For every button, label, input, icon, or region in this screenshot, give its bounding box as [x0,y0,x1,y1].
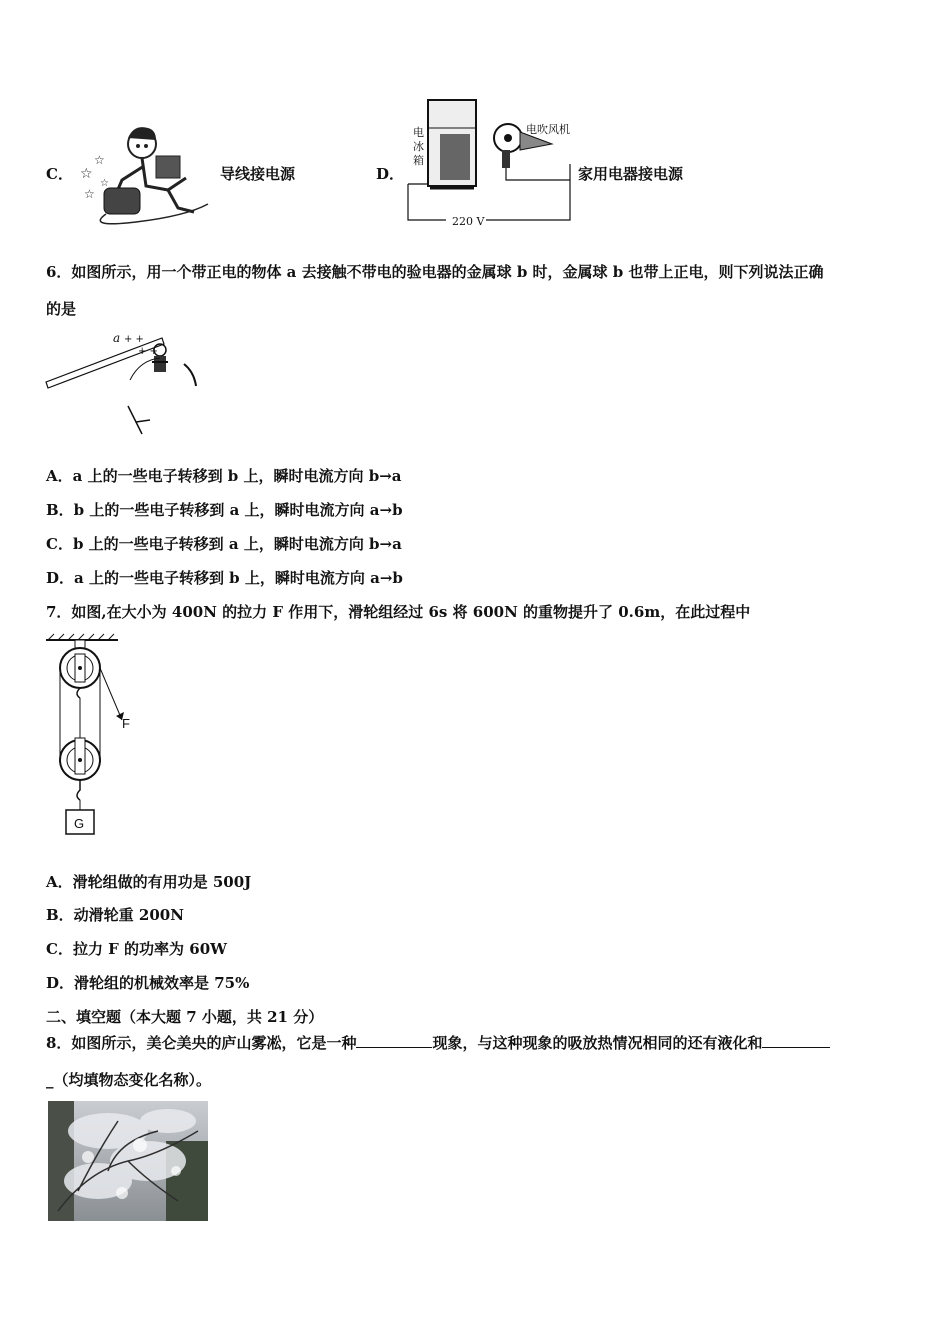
q6-option-b: B．b 上的一些电子转移到 a 上，瞬时电流方向 a→b [46,501,403,519]
q8-blank-2[interactable] [762,1033,830,1048]
svg-text:☆: ☆ [80,166,93,182]
pulley-weight-label: G [74,816,85,831]
q6-option-c: C．b 上的一些电子转移到 a 上，瞬时电流方向 b→a [46,535,402,553]
q8-blank-2-continuation: _ [46,1071,54,1089]
q8-blank-1[interactable] [356,1033,432,1048]
q5-option-d-letter: D． [376,165,405,183]
rod-plus-charges: + + [124,334,144,345]
q8-stem-part1: 8．如图所示，美仑美央的庐山雾凇，它是一种 [46,1034,357,1052]
rod-plus-charges-2: + + [138,346,158,357]
q5-option-c-letter: C． [46,165,73,183]
q8-line2 [46,1070,211,1090]
svg-text:☆: ☆ [84,187,95,201]
lushan-rime-photo [48,1101,208,1221]
q7-stem: 7．如图,在大小为 400N 的拉力 F 作用下，滑轮组经过 6s 将 600N 的重物提升了 0.6m，在此过程中 [46,603,751,621]
q6-stem-line2: 的是 [46,300,77,318]
pulley-system-figure [44,632,144,840]
rod-label-a: a [113,331,121,345]
q8-stem-part3: （均填物态变化名称）。 [53,1071,212,1089]
fridge-label-3: 箱 [413,154,424,167]
q8-line1 [46,1033,830,1053]
voltage-label: 220 V [452,215,485,228]
q6-stem-line1: 6．如图所示，用一个带正电的物体 a 去接触不带电的验电器的金属球 b 时，金属球 b 也带上正电，则下列说法正确 [46,263,824,281]
svg-text:☆: ☆ [100,178,109,189]
q7-option-b: B．动滑轮重 200N [46,906,184,924]
boy-touching-wires-figure [76,116,214,228]
q7-option-a: A．滑轮组做的有用功是 500J [46,873,252,891]
section2-heading: 二、填空题（本大题 7 小题，共 21 分） [46,1008,324,1026]
svg-text:☆: ☆ [94,153,105,167]
fridge-label-1: 电 [413,126,424,139]
q5-option-c-caption: 导线接电源 [220,165,296,183]
q5-option-d-caption: 家用电器接电源 [578,165,684,183]
fridge-label-2: 冰 [413,140,424,153]
pulley-force-label: F [122,716,130,731]
dryer-label: 电吹风机 [526,123,570,136]
q7-option-d: D．滑轮组的机械效率是 75% [46,974,250,992]
q8-stem-part2: 现象，与这种现象的吸放热情况相同的还有液化和 [432,1034,763,1052]
q6-option-a: A．a 上的一些电子转移到 b 上，瞬时电流方向 b→a [46,467,402,485]
q7-option-c: C．拉力 F 的功率为 60W [46,940,227,958]
q6-option-d: D．a 上的一些电子转移到 b 上，瞬时电流方向 a→b [46,569,403,587]
appliances-circuit-figure [402,94,582,228]
